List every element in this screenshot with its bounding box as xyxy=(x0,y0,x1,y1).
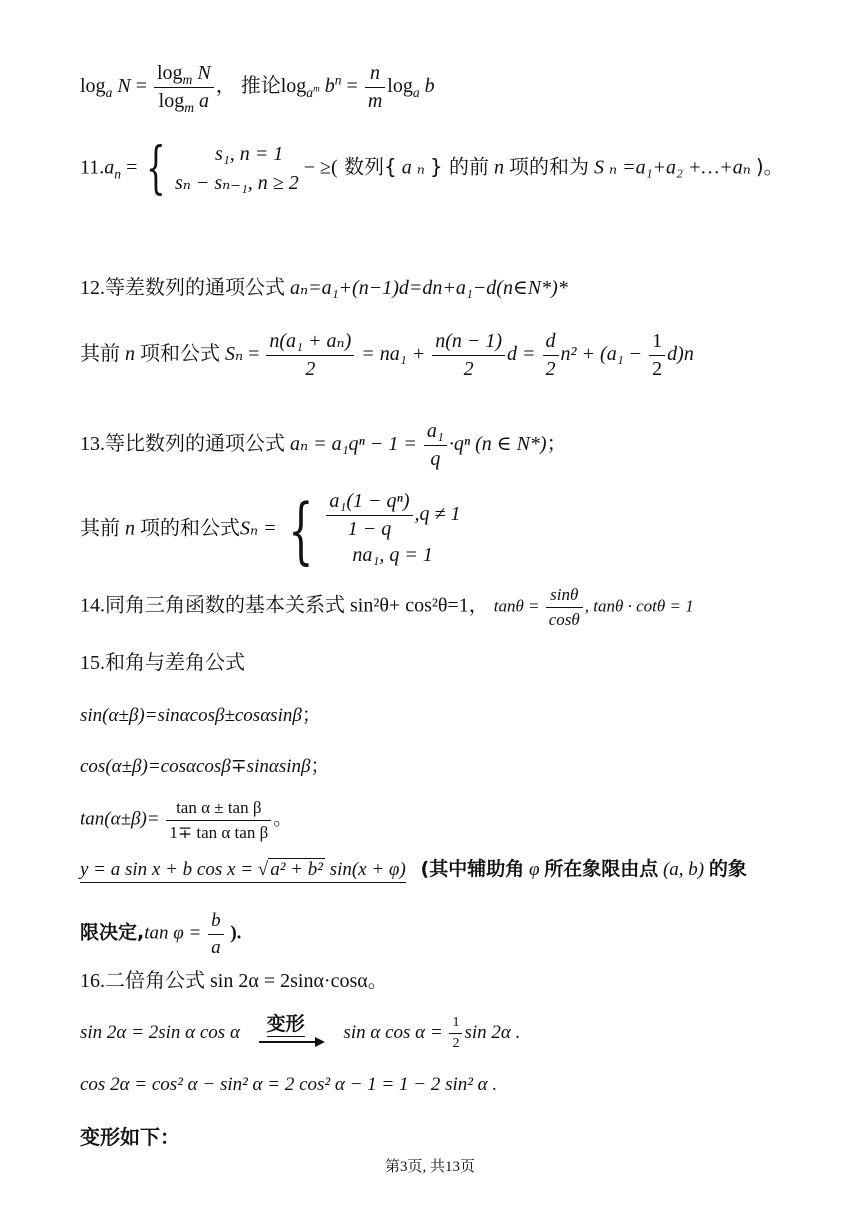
item-16-heading: 16.二倍角公式 sin 2α = 2sinα·cosα。 xyxy=(80,968,388,992)
transform-arrow: 变形 xyxy=(259,1021,325,1047)
auxiliary-angle-underlined: y = a sin x + b cos x = √ a² + b² sin(x + φ) xyxy=(80,859,406,883)
transform-heading: 变形如下： xyxy=(80,1125,180,1149)
item-13-heading: 13.等比数列的通项公式 aₙ = a₁qⁿ − 1 = $\frac{\text{a₁}}{q}$ ·qⁿ (n ∈ N*)； xyxy=(80,420,567,470)
item-14: 14.同角三角函数的基本关系式 sin²θ+ cos²θ=1， tanθ = $\frac{\sin\theta}{\cos\theta}$ , tanθ · cotθ = 1 xyxy=(80,585,694,629)
cos-double-angle: cos 2α = cos² α − sin² α = 2 cos² α − 1 = 1 − 2 sin² α . xyxy=(80,1074,498,1095)
auxiliary-angle-formula: y = a sin x + b cos x = √ a² + b² sin(x + φ) (其中辅助角 φ 所在象限由点 (a, b) 的象 xyxy=(80,860,747,879)
arrow-head-icon xyxy=(315,1037,325,1047)
cos-sum-formula: cos(α±β)=cosαcosβ∓sinαsinβ； xyxy=(80,755,330,777)
item-13-sum: 其前 n 项的和公式Sₙ = { $\frac{\text{a₁(1 − qⁿ)}}{1 - q}$ ,q ≠ 1 na₁, q = 1 xyxy=(80,488,461,572)
item-12-heading: 12.等差数列的通项公式 aₙ=a₁+(n−1)d=dn+a₁−d(n∈N*)* xyxy=(80,275,568,299)
double-angle-transform: sin 2α = 2sin α cos α 变形 sin α cos α = $\frac{1}{2}$ sin 2α . xyxy=(80,1012,521,1052)
log-fraction: $\frac{\log_m N}{\log_m a}$ xyxy=(154,62,214,113)
tan-sum-formula: tan(α±β)= $\frac{\text{tan α ± tan β}}{\text{1∓ tan α tan β}}$ 。 xyxy=(80,798,293,842)
log-change-of-base: $\log_a N$ = $\frac{\log_m N}{\log_m a}$ ， 推论$\log_{a^m} b^n$ = $\frac{n}{m}$ $\log_a b$ xyxy=(80,62,435,115)
piecewise-cases: s₁, n = 1 sₙ − sₙ₋₁, n ≥ 2 xyxy=(174,143,299,194)
item-11: $11.a_n$ = { s₁, n = 1 sₙ − sₙ₋₁, n ≥ 2 − ≥( 数列{ a ₙ } 的前 n 项的和为 S ₙ =a₁+a₂ +…+aₙ )。 xyxy=(80,136,784,201)
sin-sum-formula: sin(α±β)=sinαcosβ±cosαsinβ； xyxy=(80,704,321,726)
auxiliary-angle-note: 限决定,tan φ = $\frac{b}{a}$ ). xyxy=(80,910,242,958)
page-footer: 第3页, 共13页 xyxy=(384,1159,475,1175)
item-15-heading: 15.和角与差角公式 xyxy=(80,650,245,674)
item-12-sum: 其前 n 项和公式 Sₙ = $\frac{\text{n(a₁ + aₙ)}}{2}$ = na₁ + $\frac{n(n - 1)}{2}$ d = $\frac{d}{2}$ n² + (a₁ − $\frac{1}{2}$ d)n xyxy=(80,330,694,380)
